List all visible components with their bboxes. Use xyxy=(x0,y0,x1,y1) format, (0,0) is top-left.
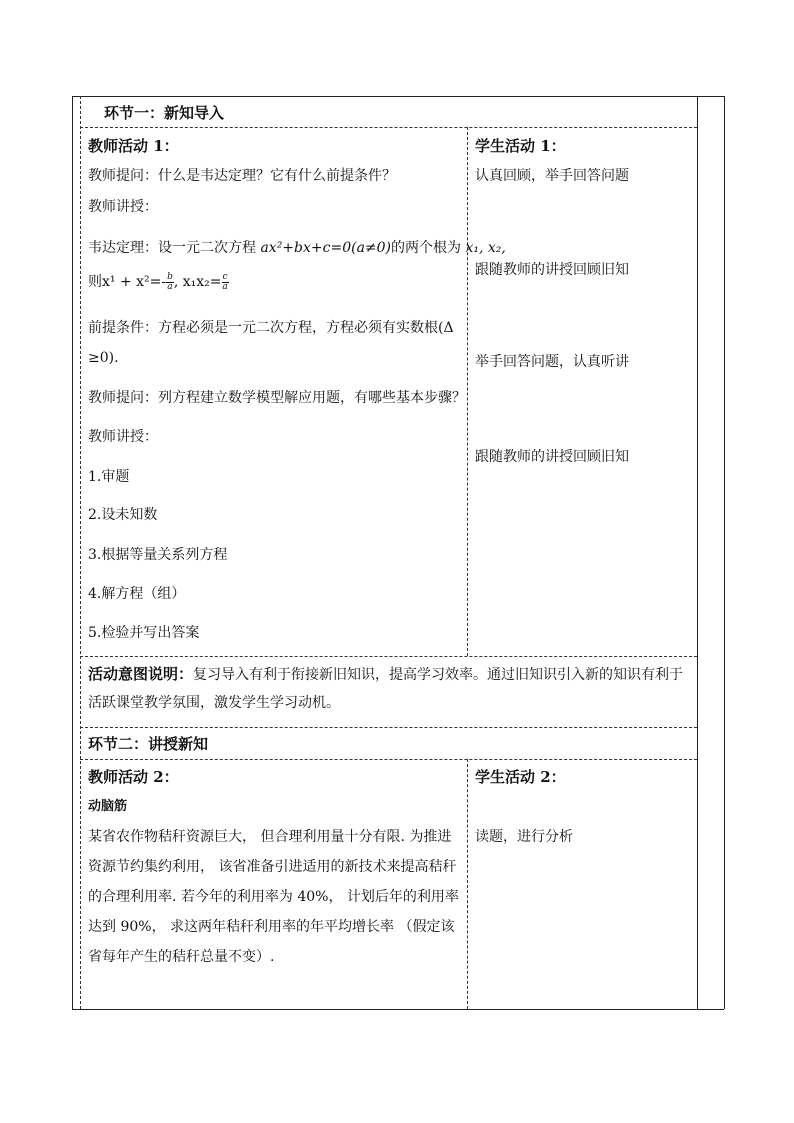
teacher-activity-1-heading: 教师活动 1： xyxy=(88,137,179,155)
row-divider-1 xyxy=(80,127,697,128)
precondition-line-2: ≥0). xyxy=(88,350,119,366)
table-right-border xyxy=(724,96,725,1009)
student-activity-2-heading: 学生活动 2： xyxy=(475,768,566,786)
table-top-border xyxy=(72,96,724,97)
step-1: 1.审题 xyxy=(88,469,130,485)
student-activity-1-heading: 学生活动 1： xyxy=(475,137,566,155)
row-divider-3 xyxy=(80,727,697,728)
student-response-3: 举手回答问题，认真听讲 xyxy=(475,354,629,370)
inner-left-dashed-border xyxy=(80,96,81,1009)
student-response-1: 认真回顾，举手回答问题 xyxy=(475,168,629,184)
problem-line-5: 省每年产生的秸秆总量不变）. xyxy=(88,949,275,965)
section2-title: 环节二：讲授新知 xyxy=(88,735,209,753)
activity-intent-label: 活动意图说明： xyxy=(88,665,194,683)
fraction-c-over-a: $\frac{c}{a}$ xyxy=(222,271,228,292)
vieta-roots-text: 的两个根为 xyxy=(391,240,466,256)
teacher-activity-2-heading: 教师活动 2： xyxy=(88,768,179,786)
teacher-lecture-1: 教师讲授： xyxy=(88,199,158,215)
vieta-roots: x₁, x₂, xyxy=(465,240,506,256)
inner-right-border xyxy=(697,96,698,1009)
vieta-theorem-line xyxy=(88,238,506,258)
row-divider-4 xyxy=(80,759,697,760)
brain-teaser-label: 动脑筋 xyxy=(88,799,128,814)
column-divider-2 xyxy=(467,759,468,1009)
step-3: 3.根据等量关系列方程 xyxy=(88,547,228,563)
step-4: 4.解方程（组） xyxy=(88,586,186,602)
section1-title: 环节一：新知导入 xyxy=(104,104,225,122)
row-divider-2 xyxy=(80,656,697,657)
problem-line-4: 达到 90%， 求这两年秸秆利用率的年平均增长率 （假定该 xyxy=(88,919,455,935)
problem-line-3: 的合理利用率. 若今年的利用率为 40%， 计划后年的利用率 xyxy=(88,889,459,905)
teacher-question-2: 教师提问：列方程建立数学模型解应用题，有哪些基本步骤？ xyxy=(88,390,466,406)
teacher-question-1: 教师提问：什么是韦达定理？它有什么前提条件？ xyxy=(88,168,396,184)
activity-intent-line-1 xyxy=(88,664,683,685)
fraction-b-over-a: $\frac{b}{a}$ xyxy=(167,271,173,292)
student-response-5: 读题，进行分析 xyxy=(475,829,573,845)
student-response-4: 跟随教师的讲授回顾旧知 xyxy=(475,449,629,465)
vieta-sum: 则x¹ + x²=- xyxy=(88,274,167,290)
precondition-line-1: 前提条件：方程必须是一元二次方程，方程必须有实数根(Δ xyxy=(88,320,454,336)
table-bottom-border xyxy=(72,1009,724,1010)
vieta-label: 韦达定理：设一元二次方程 xyxy=(88,240,261,256)
column-divider-1 xyxy=(467,127,468,656)
step-2: 2.设未知数 xyxy=(88,507,158,523)
problem-line-1: 某省农作物秸秆资源巨大， 但合理利用量十分有限. 为推进 xyxy=(88,829,452,845)
step-5: 5.检验并写出答案 xyxy=(88,625,200,641)
student-response-2: 跟随教师的讲授回顾旧知 xyxy=(475,262,629,278)
vieta-product: , x₁x₂= xyxy=(173,274,222,290)
activity-intent-line-2: 活跃课堂教学氛围，激发学生学习动机。 xyxy=(88,695,340,711)
problem-line-2: 资源节约集约利用， 该省准备引进适用的新技术来提高秸秆 xyxy=(88,859,457,875)
vieta-formula-line xyxy=(88,272,229,292)
activity-intent-text-1: 复习导入有利于衔接新旧知识，提高学习效率。通过旧知识引入新的知识有利于 xyxy=(193,667,684,683)
teacher-lecture-2: 教师讲授： xyxy=(88,429,158,445)
table-left-border xyxy=(72,96,73,1009)
vieta-equation: ax²+bx+c=0(a≠0) xyxy=(260,240,392,256)
